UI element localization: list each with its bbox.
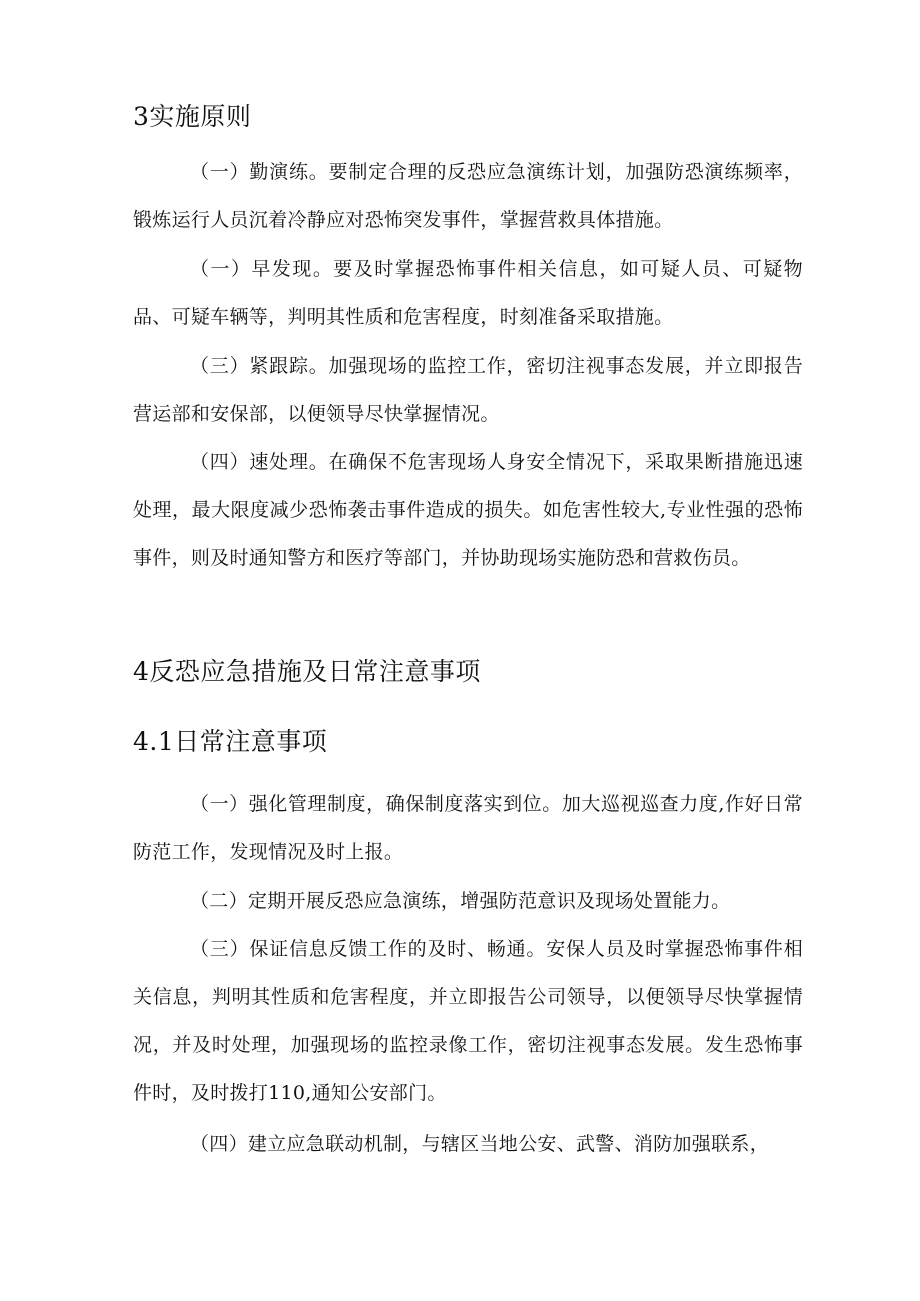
paragraph: （三）紧跟踪。加强现场的监控工作，密切注视事态发展，并立即报告营运部和安保部，以便领导尽快掌握情况。: [133, 355, 803, 425]
section-heading-3: 3实施原则: [133, 102, 252, 131]
section-heading-4-1: 4.1日常注意事项: [133, 727, 328, 756]
paragraph: （一）强化管理制度，确保制度落实到位。加大巡视巡查力度,作好日常防范工作，发现情况及时上报。: [133, 793, 803, 863]
section-heading-4: 4反恐应急措施及日常注意事项: [133, 657, 481, 686]
paragraph: （一）早发现。要及时掌握恐怖事件相关信息，如可疑人员、可疑物品、可疑车辆等，判明其性质和危害程度，时刻准备采取措施。: [133, 258, 803, 328]
paragraph: （四）速处理。在确保不危害现场人身安全情况下，采取果断措施迅速处理，最大限度减少恐怖袭击事件造成的损失。如危害性较大,专业性强的恐怖事件，则及时通知警方和医疗等部门，并协助现场实施防恐和营救伤员。: [133, 451, 803, 569]
paragraph: （一）勤演练。要制定合理的反恐应急演练计划，加强防恐演练频率，锻炼运行人员沉着冷静应对恐怖突发事件，掌握营救具体措施。: [133, 161, 803, 231]
paragraph: （二）定期开展反恐应急演练，增强防范意识及现场处置能力。: [190, 890, 731, 912]
paragraph: （四）建立应急联动机制，与辖区当地公安、武警、消防加强联系，: [190, 1133, 770, 1155]
paragraph: （三）保证信息反馈工作的及时、畅通。安保人员及时掌握恐怖事件相关信息，判明其性质和危害程度，并立即报告公司领导，以便领导尽快掌握情况，并及时处理，加强现场的监控录像工作，密切注视事态发展。发生恐怖事件时，及时拨打110,通知公安部门。: [133, 938, 803, 1104]
